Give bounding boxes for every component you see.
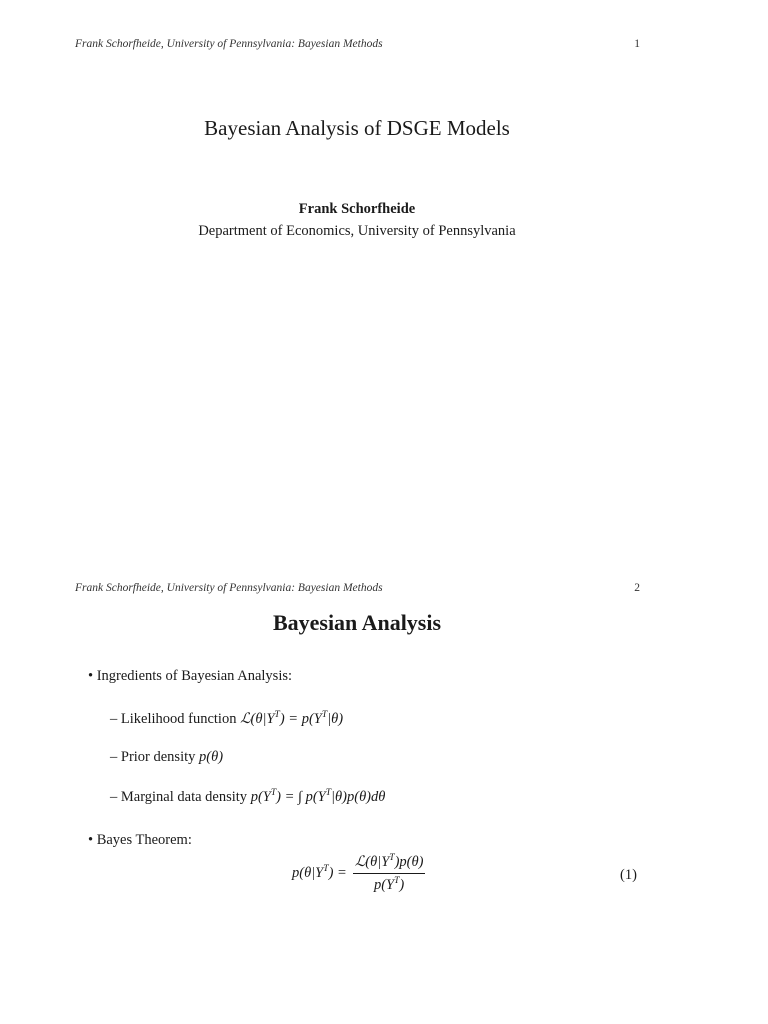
math-fragment: p(Y [373,876,395,893]
math-fragment: ) = [328,865,347,882]
equation-fraction [353,853,426,894]
math-superscript: T [270,788,277,798]
author-affiliation: Department of Economics, University of Pennsylvania [198,223,516,239]
sub-item-prior [110,749,223,766]
running-head [75,38,640,50]
running-head-text: Frank Schorfheide, University of Pennsylvania: Bayesian Methods [75,582,383,594]
math-superscript: T [389,853,395,863]
document-title: Bayesian Analysis of DSGE Models [204,116,510,140]
page-number: 2 [634,582,640,594]
page-number: 1 [634,38,640,50]
math-fragment: ) [399,876,405,893]
equation-lhs [292,864,347,882]
math-fragment: |θ) [327,710,344,727]
math-superscript: T [321,710,328,720]
bayes-equation [292,853,425,894]
fraction-denominator [374,874,404,894]
math-fragment: p(θ) [199,749,224,765]
sub-item-text: – Prior density [110,749,200,765]
running-head-text: Frank Schorfheide, University of Pennsylvania: Bayesian Methods [75,38,383,50]
slide-heading: Bayesian Analysis [272,610,442,635]
author-name: Frank Schorfheide [298,201,416,217]
math-superscript: T [323,864,329,875]
math-superscript: T [325,788,332,798]
math-fragment: ℒ(θ|Y [354,853,390,870]
sub-item-text: – Likelihood function [110,710,241,727]
math-fragment: ) = ∫ p(Y [276,788,326,805]
bullet-bayes-theorem: • Bayes Theorem: [88,832,192,848]
math-fragment: ) = p(Y [279,710,322,727]
math-fragment: ℒ(θ|Y [240,710,275,727]
slide-page-2 [0,560,768,1024]
math-fragment: )p(θ) [394,853,424,870]
bullet-ingredients: • Ingredients of Bayesian Analysis: [88,668,293,684]
math-fragment: p(Y [250,788,271,805]
math-superscript: T [394,875,400,886]
sub-item-marginal-density [110,788,385,806]
running-head [75,582,640,594]
math-superscript: T [274,710,280,720]
fraction-numerator [353,853,426,874]
math-fragment: p(θ|Y [292,865,324,882]
sub-item-likelihood [110,710,343,728]
sub-item-text: – Marginal data density [110,788,251,805]
equation-number: (1) [620,867,637,883]
math-fragment: |θ)p(θ)dθ [331,788,386,805]
